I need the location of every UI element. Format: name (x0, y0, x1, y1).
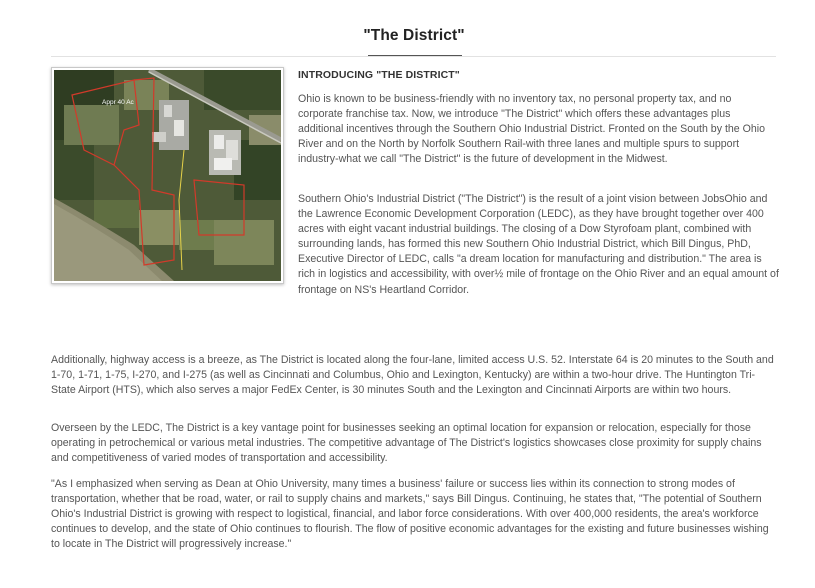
body-paragraph-5: "As I emphasized when serving as Dean at Ohio University, many times a business' failure or success lies within its connection to strong modes of transportation, whether that be road, water, or rail to supply chains and markets," says Bill Dingus. Continuing, he states that, "The potential of Southern Ohio's Industrial District is growing with respect to logistical, financial, and labor force considerations. With over 400,000 residents, the area's workforce continues to develop, and the state of Ohio continues to flourish. The flow of positive economic advantages for the existing and future businesses wishing to locate in The District will progressively increase." (51, 478, 769, 551)
photo-label: Appr 40 Ac (102, 99, 134, 106)
aerial-map-image (54, 70, 281, 281)
page-title: "The District" (363, 27, 465, 44)
intro-paragraph-2: Southern Ohio's Industrial District ("The District") is the result of a joint vision between JobsOhio and the Lawrence Economic Development Corporation (LEDC), as they have brought together over 400 acres with eight vacant industrial buildings. The closing of a Dow Styrofoam plant, combined with surrounding lands, has formed this new Southern Ohio Industrial District, which Bill Dingus, PhD, Executive Director of LEDC, calls "a dream location for manufacturing and distribution." The area is rich in logistics and accessibility, with over½ mile of frontage on the Ohio River and an equal amount of frontage on NS's Heartland Corridor. (298, 193, 779, 296)
aerial-photo (51, 67, 284, 284)
title-divider (51, 56, 776, 57)
intro-heading: INTRODUCING "THE DISTRICT" (298, 69, 460, 81)
body-paragraph-4: Overseen by the LEDC, The District is a key vantage point for businesses seeking an optimal location for expansion or relocation, especially for those operating in petrochemical or various metal industries. The competitive advantage of The District's logistics showcases close proximity for supply chains and competitiveness of varied modes of transportation and accessibility. (51, 422, 762, 465)
body-paragraph-3: Additionally, highway access is a breeze, as The District is located along the four-lane, limited access U.S. 52. Interstate 64 is 20 minutes to the South and 1-70, 1-71, 1-75, I-270, and I-275 (as well as Cincinnati and Columbus, Ohio and Lexington, Kentucky) are within a two-hour drive. The Huntington Tri-State Airport (HTS), which also serves a major FedEx Center, is 30 minutes South and the Lexington and Cincinnati Airports are within two hours. (51, 354, 774, 397)
intro-paragraph-1: Ohio is known to be business-friendly with no inventory tax, no personal property tax, and no corporate franchise tax. Now, we introduce "The District" which offers these advantages plus additional incentives through the Southern Ohio Industrial District. Fronted on the South by the Ohio River and on the North by Norfolk Southern Rail-with three lanes and multiple spurs to support industry-what we call "The District" is the future of development in the Midwest. (298, 93, 765, 166)
